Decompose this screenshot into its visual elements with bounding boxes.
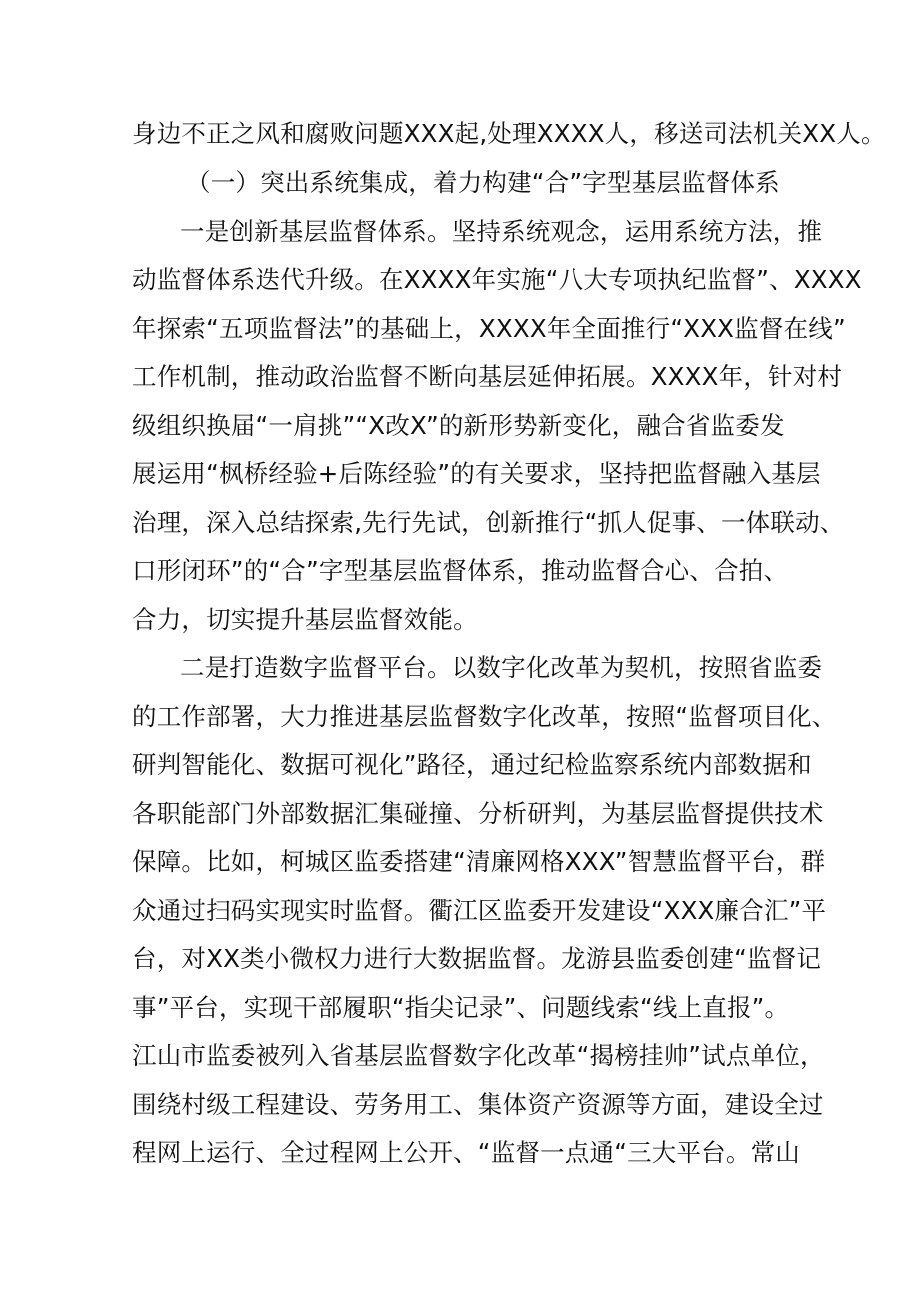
text-line: 的工作部署，大力推进基层监督数字化改革，按照“监督项目化、 bbox=[132, 702, 837, 731]
paragraph-first-line: 一是创新基层监督体系。坚持系统观念，运用系统方法，推 bbox=[180, 217, 823, 246]
paragraph-first-line: 二是打造数字监督平台。以数字化改革为契机，按照省监委 bbox=[180, 653, 823, 682]
text-line: 治理，深入总结探索,先行先试，创新推行“抓人促事、一体联动、 bbox=[132, 508, 845, 537]
text-line: 身边不正之风和腐败问题XXX起,处理XXXX人，移送司法机关XX人。 bbox=[132, 119, 886, 148]
text-line: 口形闭环”的“合”字型基层监督体系，推动监督合心、合拍、 bbox=[132, 556, 789, 585]
text-line: 事”平台，实现干部履职“指尖记录”、问题线索“线上直报”。 bbox=[132, 993, 790, 1022]
text-line: 年探索“五项监督法”的基础上，XXXX年全面推行“XXX监督在线” bbox=[132, 314, 846, 343]
text-line: 程网上运行、全过程网上公开、“监督一点通“三大平台。常山 bbox=[132, 1138, 800, 1167]
text-line: 围绕村级工程建设、劳务用工、集体资产资源等方面，建设全过 bbox=[132, 1090, 824, 1119]
section-heading: （一）突出系统集成，着力构建“合”字型基层监督体系 bbox=[186, 168, 780, 197]
text-line: 展运用“枫桥经验+后陈经验”的有关要求，坚持把监督融入基层 bbox=[132, 459, 821, 488]
text-line: 工作机制，推动政治监督不断向基层延伸拓展。XXXX年，针对村 bbox=[132, 362, 843, 391]
text-line: 各职能部门外部数据汇集碰撞、分析研判，为基层监督提供技术 bbox=[132, 799, 824, 828]
text-line: 研判智能化、数据可视化”路径，通过纪检监察系统内部数据和 bbox=[132, 750, 812, 779]
text-line: 众通过扫码实现实时监督。衢江区监委开发建设“XXX廉合汇”平 bbox=[132, 896, 827, 925]
text-line: 合力，切实提升基层监督效能。 bbox=[132, 605, 478, 634]
text-line: 保障。比如，柯城区监委搭建“清廉网格XXX”智慧监督平台，群 bbox=[132, 847, 826, 876]
text-line: 台，对XX类小微权力进行大数据监督。龙游县监委创建“监督记 bbox=[132, 944, 822, 973]
text-line: 级组织换届“一肩挑”“X改X”的新形势新变化，融合省监委发 bbox=[132, 411, 785, 440]
text-line: 动监督体系迭代升级。在XXXX年实施“八大专项执纪监督”、XXXX bbox=[132, 265, 862, 294]
text-line: 江山市监委被列入省基层监督数字化改革“揭榜挂帅”试点单位， bbox=[132, 1041, 825, 1070]
